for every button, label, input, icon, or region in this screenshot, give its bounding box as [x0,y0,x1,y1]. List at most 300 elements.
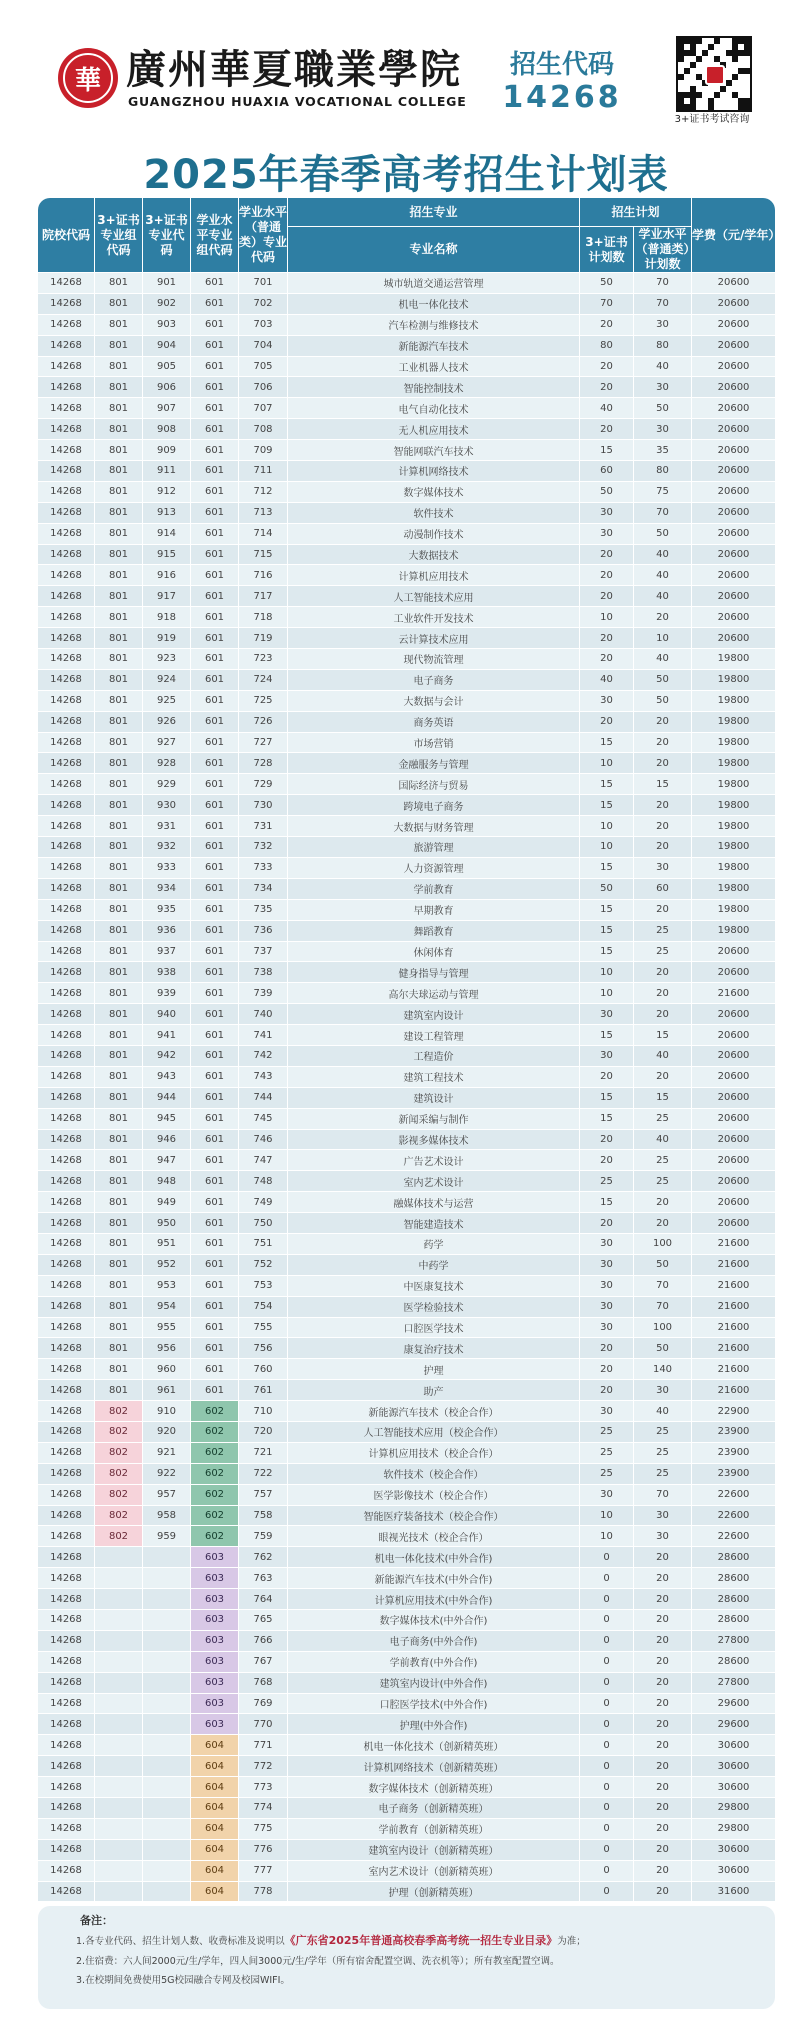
cell-plan-xy: 15 [634,774,692,795]
cell-xy-major-code: 758 [239,1506,288,1527]
cell-xy-major-code: 726 [239,712,288,733]
cell-plan-cert: 15 [580,1025,634,1046]
cell-group-code: 801 [95,1297,143,1318]
cell-xy-group-code: 601 [191,315,239,336]
cell-major-code [143,1819,191,1840]
cell-plan-cert: 30 [580,1276,634,1297]
cell-xy-group-code: 601 [191,545,239,566]
cell-major-code: 911 [143,461,191,482]
cell-plan-cert: 30 [580,1318,634,1339]
cell-xy-major-code: 701 [239,273,288,294]
cell-plan-xy: 30 [634,1380,692,1401]
cell-fee: 28600 [692,1547,775,1568]
cell-plan-cert: 10 [580,837,634,858]
cell-xy-major-code: 714 [239,524,288,545]
cell-major-name: 电气自动化技术 [288,398,580,419]
cell-plan-xy: 20 [634,1861,692,1882]
cell-major-name: 工程造价 [288,1046,580,1067]
cell-major-name: 电子商务(中外合作) [288,1631,580,1652]
table-row [38,1694,775,1715]
table-row [38,942,775,963]
cell-plan-xy: 20 [634,1798,692,1819]
cell-plan-xy: 20 [634,1067,692,1088]
cell-plan-xy: 20 [634,983,692,1004]
cell-plan-cert: 20 [580,1380,634,1401]
cell-fee: 19800 [692,858,775,879]
cell-xy-group-code: 601 [191,1234,239,1255]
cell-plan-xy: 20 [634,1735,692,1756]
cell-school-code: 14268 [38,733,95,754]
cell-fee: 28600 [692,1610,775,1631]
cell-major-code [143,1735,191,1756]
cell-xy-major-code: 751 [239,1234,288,1255]
table-row [38,649,775,670]
cell-xy-group-code: 602 [191,1526,239,1547]
cell-major-code: 950 [143,1213,191,1234]
cell-school-code: 14268 [38,753,95,774]
cell-xy-group-code: 601 [191,1318,239,1339]
cell-major-name: 跨境电子商务 [288,795,580,816]
cell-fee: 20600 [692,398,775,419]
cell-xy-group-code: 602 [191,1506,239,1527]
cell-xy-major-code: 704 [239,336,288,357]
cell-group-code: 801 [95,461,143,482]
table-row [38,1150,775,1171]
cell-fee: 19800 [692,733,775,754]
cell-fee: 28600 [692,1652,775,1673]
cell-plan-xy: 40 [634,357,692,378]
cell-xy-group-code: 601 [191,1359,239,1380]
cell-xy-group-code: 604 [191,1861,239,1882]
cell-fee: 20600 [692,628,775,649]
cell-school-code: 14268 [38,1318,95,1339]
cell-plan-xy: 20 [634,837,692,858]
cell-school-code: 14268 [38,858,95,879]
table-row [38,294,775,315]
cell-school-code: 14268 [38,1631,95,1652]
cell-school-code: 14268 [38,1359,95,1380]
cell-major-code: 904 [143,336,191,357]
cell-xy-group-code: 601 [191,1171,239,1192]
cell-plan-cert: 70 [580,294,634,315]
cell-school-code: 14268 [38,1025,95,1046]
cell-xy-group-code: 601 [191,628,239,649]
table-row [38,565,775,586]
cell-major-name: 智能医疗装备技术（校企合作） [288,1506,580,1527]
cell-fee: 20600 [692,1150,775,1171]
cell-plan-xy: 70 [634,273,692,294]
cell-major-code: 912 [143,482,191,503]
cell-xy-major-code: 767 [239,1652,288,1673]
cell-major-code [143,1882,191,1903]
cell-major-code: 947 [143,1150,191,1171]
cell-xy-group-code: 601 [191,377,239,398]
cell-fee: 20600 [692,503,775,524]
cell-xy-major-code: 768 [239,1673,288,1694]
cell-fee: 19800 [692,879,775,900]
cell-major-code: 901 [143,273,191,294]
cell-major-code: 917 [143,586,191,607]
cell-plan-xy: 50 [634,1338,692,1359]
cell-fee: 29800 [692,1819,775,1840]
cell-xy-major-code: 738 [239,962,288,983]
cell-xy-group-code: 601 [191,524,239,545]
cell-group-code: 801 [95,440,143,461]
cell-major-code: 956 [143,1338,191,1359]
table-row [38,545,775,566]
cell-plan-cert: 20 [580,357,634,378]
cell-xy-major-code: 774 [239,1798,288,1819]
cell-plan-cert: 15 [580,1192,634,1213]
cell-xy-group-code: 601 [191,1004,239,1025]
cell-xy-group-code: 601 [191,1150,239,1171]
table-row [38,377,775,398]
cell-xy-major-code: 770 [239,1714,288,1735]
cell-xy-group-code: 603 [191,1652,239,1673]
table-row [38,503,775,524]
cell-group-code: 801 [95,607,143,628]
cell-fee: 19800 [692,712,775,733]
cell-xy-group-code: 601 [191,942,239,963]
cell-xy-major-code: 746 [239,1130,288,1151]
cell-fee: 20600 [692,1025,775,1046]
cell-xy-group-code: 601 [191,774,239,795]
cell-plan-cert: 20 [580,315,634,336]
cell-major-code [143,1568,191,1589]
cell-xy-major-code: 720 [239,1422,288,1443]
cell-major-name: 建设工程管理 [288,1025,580,1046]
cell-major-name: 市场营销 [288,733,580,754]
table-row [38,1422,775,1443]
cell-plan-xy: 30 [634,315,692,336]
table-row [38,607,775,628]
cell-major-code: 951 [143,1234,191,1255]
cell-school-code: 14268 [38,1234,95,1255]
table-row [38,1547,775,1568]
cell-plan-cert: 15 [580,795,634,816]
table-row [38,1192,775,1213]
cell-fee: 19800 [692,670,775,691]
cell-plan-xy: 50 [634,1255,692,1276]
cell-xy-group-code: 603 [191,1694,239,1715]
cell-xy-major-code: 734 [239,879,288,900]
table-row [38,1756,775,1777]
cell-plan-cert: 30 [580,691,634,712]
cell-xy-major-code: 727 [239,733,288,754]
note-line-2: 2.住宿费：六人间2000元/生/学年，四人间3000元/生/学年（所有宿舍配置空调、洗衣机等）；所有教室配置空调。 [76,1956,560,1967]
cell-group-code: 801 [95,691,143,712]
table-row [38,482,775,503]
table-row [38,712,775,733]
cell-group-code: 801 [95,774,143,795]
cell-xy-group-code: 604 [191,1819,239,1840]
cell-plan-cert: 20 [580,712,634,733]
cell-xy-major-code: 755 [239,1318,288,1339]
cell-xy-group-code: 601 [191,1276,239,1297]
cell-xy-group-code: 601 [191,398,239,419]
cell-fee: 22600 [692,1506,775,1527]
cell-plan-xy: 50 [634,691,692,712]
cell-major-name: 智能控制技术 [288,377,580,398]
cell-major-code: 929 [143,774,191,795]
cell-xy-major-code: 759 [239,1526,288,1547]
table-row [38,962,775,983]
table-row [38,858,775,879]
header-plan-group: 招生计划 [580,198,692,227]
cell-plan-xy: 20 [634,1547,692,1568]
table-row [38,1004,775,1025]
cell-major-name: 建筑设计 [288,1088,580,1109]
cell-plan-xy: 40 [634,1046,692,1067]
cell-xy-group-code: 604 [191,1882,239,1903]
table-row [38,336,775,357]
cell-xy-major-code: 750 [239,1213,288,1234]
table-row [38,1088,775,1109]
cell-plan-cert: 30 [580,1255,634,1276]
cell-major-name: 医学检验技术 [288,1297,580,1318]
cell-xy-major-code: 731 [239,816,288,837]
table-row [38,921,775,942]
cell-plan-cert: 0 [580,1694,634,1715]
cell-plan-cert: 0 [580,1735,634,1756]
cell-group-code: 801 [95,1046,143,1067]
table-row [38,1485,775,1506]
cell-plan-xy: 40 [634,545,692,566]
cell-school-code: 14268 [38,921,95,942]
cell-major-name: 汽车检测与维修技术 [288,315,580,336]
cell-school-code: 14268 [38,1422,95,1443]
cell-plan-cert: 30 [580,1297,634,1318]
cell-major-name: 人工智能技术应用 [288,586,580,607]
table-row [38,419,775,440]
cell-fee: 22900 [692,1401,775,1422]
cell-plan-cert: 25 [580,1171,634,1192]
cell-group-code: 802 [95,1443,143,1464]
cell-major-name: 建筑工程技术 [288,1067,580,1088]
cell-major-name: 新能源汽车技术(中外合作) [288,1568,580,1589]
cell-major-code: 919 [143,628,191,649]
table-row [38,1130,775,1151]
cell-plan-xy: 20 [634,900,692,921]
table-row [38,1861,775,1882]
table-row [38,1380,775,1401]
cell-major-code: 952 [143,1255,191,1276]
cell-school-code: 14268 [38,1694,95,1715]
cell-school-code: 14268 [38,1004,95,1025]
cell-plan-cert: 20 [580,419,634,440]
cell-xy-group-code: 601 [191,649,239,670]
cell-major-code: 948 [143,1171,191,1192]
cell-school-code: 14268 [38,879,95,900]
cell-plan-cert: 10 [580,753,634,774]
cell-fee: 23900 [692,1464,775,1485]
cell-plan-xy: 40 [634,586,692,607]
cell-school-code: 14268 [38,1526,95,1547]
cell-major-name: 广告艺术设计 [288,1150,580,1171]
header-major-code: 3+证书专业代码 [143,198,191,273]
cell-group-code: 801 [95,753,143,774]
cell-fee: 29600 [692,1694,775,1715]
table-row [38,1819,775,1840]
cell-plan-cert: 15 [580,921,634,942]
cell-major-name: 影视多媒体技术 [288,1130,580,1151]
cell-major-code: 908 [143,419,191,440]
cell-school-code: 14268 [38,837,95,858]
table-row [38,628,775,649]
cell-major-name: 人力资源管理 [288,858,580,879]
cell-major-code: 939 [143,983,191,1004]
cell-school-code: 14268 [38,712,95,733]
cell-group-code: 801 [95,921,143,942]
table-row [38,1401,775,1422]
cell-plan-cert: 0 [580,1819,634,1840]
cell-major-name: 计算机应用技术（校企合作） [288,1443,580,1464]
table-row [38,1568,775,1589]
table-row [38,879,775,900]
cell-major-name: 新能源汽车技术（校企合作） [288,1401,580,1422]
cell-fee: 20600 [692,461,775,482]
cell-major-name: 软件技术 [288,503,580,524]
cell-school-code: 14268 [38,1464,95,1485]
cell-plan-xy: 30 [634,377,692,398]
cell-fee: 21600 [692,983,775,1004]
cell-plan-xy: 20 [634,1840,692,1861]
cell-school-code: 14268 [38,816,95,837]
cell-fee: 21600 [692,1380,775,1401]
cell-xy-major-code: 725 [239,691,288,712]
cell-plan-xy: 35 [634,440,692,461]
cell-school-code: 14268 [38,1046,95,1067]
cell-school-code: 14268 [38,357,95,378]
cell-school-code: 14268 [38,795,95,816]
cell-plan-cert: 0 [580,1568,634,1589]
cell-major-name: 软件技术（校企合作） [288,1464,580,1485]
table-row [38,1109,775,1130]
cell-school-code: 14268 [38,377,95,398]
cell-xy-major-code: 705 [239,357,288,378]
cell-group-code: 801 [95,336,143,357]
cell-major-code: 905 [143,357,191,378]
cell-major-code: 907 [143,398,191,419]
cell-group-code: 801 [95,795,143,816]
cell-major-name: 学前教育（创新精英班） [288,1819,580,1840]
cell-xy-group-code: 601 [191,336,239,357]
cell-major-name: 工业软件开发技术 [288,607,580,628]
cell-xy-group-code: 601 [191,461,239,482]
cell-xy-group-code: 601 [191,858,239,879]
header-school-code: 院校代码 [38,198,95,273]
table-row [38,1882,775,1903]
cell-school-code: 14268 [38,1297,95,1318]
cell-xy-major-code: 713 [239,503,288,524]
cell-xy-major-code: 748 [239,1171,288,1192]
cell-group-code [95,1673,143,1694]
cell-xy-major-code: 752 [239,1255,288,1276]
header-plan-cert: 3+证书计划数 [580,227,634,273]
cell-fee: 20600 [692,294,775,315]
cell-major-name: 大数据与财务管理 [288,816,580,837]
cell-major-name: 机电一体化技术（创新精英班） [288,1735,580,1756]
cell-school-code: 14268 [38,1088,95,1109]
cell-xy-group-code: 601 [191,1025,239,1046]
cell-xy-group-code: 604 [191,1756,239,1777]
cell-plan-cert: 50 [580,273,634,294]
cell-plan-xy: 20 [634,1694,692,1715]
cell-plan-xy: 20 [634,1882,692,1903]
cell-xy-major-code: 723 [239,649,288,670]
cell-xy-group-code: 603 [191,1610,239,1631]
cell-fee: 30600 [692,1861,775,1882]
cell-xy-major-code: 733 [239,858,288,879]
cell-school-code: 14268 [38,1756,95,1777]
cell-xy-major-code: 763 [239,1568,288,1589]
cell-xy-group-code: 601 [191,1109,239,1130]
cell-school-code: 14268 [38,482,95,503]
cell-plan-cert: 0 [580,1631,634,1652]
cell-major-code: 958 [143,1506,191,1527]
cell-group-code: 802 [95,1422,143,1443]
cell-major-code [143,1798,191,1819]
cell-plan-cert: 25 [580,1443,634,1464]
cell-school-code: 14268 [38,503,95,524]
cell-school-code: 14268 [38,1150,95,1171]
cell-xy-group-code: 601 [191,607,239,628]
table-row [38,1046,775,1067]
table-row [38,1798,775,1819]
cell-fee: 30600 [692,1756,775,1777]
cell-plan-cert: 0 [580,1798,634,1819]
cell-xy-group-code: 602 [191,1422,239,1443]
table-row [38,315,775,336]
notes-title: 备注： [80,1914,113,1927]
cell-major-name: 室内艺术设计 [288,1171,580,1192]
table-row [38,1171,775,1192]
cell-school-code: 14268 [38,336,95,357]
cell-plan-xy: 70 [634,1485,692,1506]
cell-fee: 19800 [692,816,775,837]
qr-code-icon[interactable] [676,36,752,112]
cell-school-code: 14268 [38,1401,95,1422]
cell-school-code: 14268 [38,1130,95,1151]
cell-school-code: 14268 [38,774,95,795]
table-row [38,670,775,691]
header-xy-major-code: 学业水平（普通类）专业代码 [239,198,288,273]
cell-school-code: 14268 [38,273,95,294]
cell-plan-cert: 20 [580,649,634,670]
cell-xy-major-code: 703 [239,315,288,336]
cell-major-code: 916 [143,565,191,586]
cell-plan-cert: 20 [580,1150,634,1171]
cell-school-code: 14268 [38,1547,95,1568]
cell-plan-xy: 30 [634,1526,692,1547]
cell-xy-major-code: 757 [239,1485,288,1506]
cell-fee: 22600 [692,1485,775,1506]
cell-major-code: 955 [143,1318,191,1339]
cell-plan-cert: 30 [580,1046,634,1067]
cell-fee: 20600 [692,1109,775,1130]
table-row [38,1840,775,1861]
cell-major-name: 数字媒体技术（创新精英班） [288,1777,580,1798]
cell-plan-xy: 20 [634,1004,692,1025]
cell-major-name: 建筑室内设计（创新精英班） [288,1840,580,1861]
table-row [38,691,775,712]
cell-xy-group-code: 601 [191,565,239,586]
cell-xy-major-code: 744 [239,1088,288,1109]
cell-major-name: 城市轨道交通运营管理 [288,273,580,294]
cell-fee: 27800 [692,1631,775,1652]
cell-group-code [95,1798,143,1819]
cell-major-code: 903 [143,315,191,336]
